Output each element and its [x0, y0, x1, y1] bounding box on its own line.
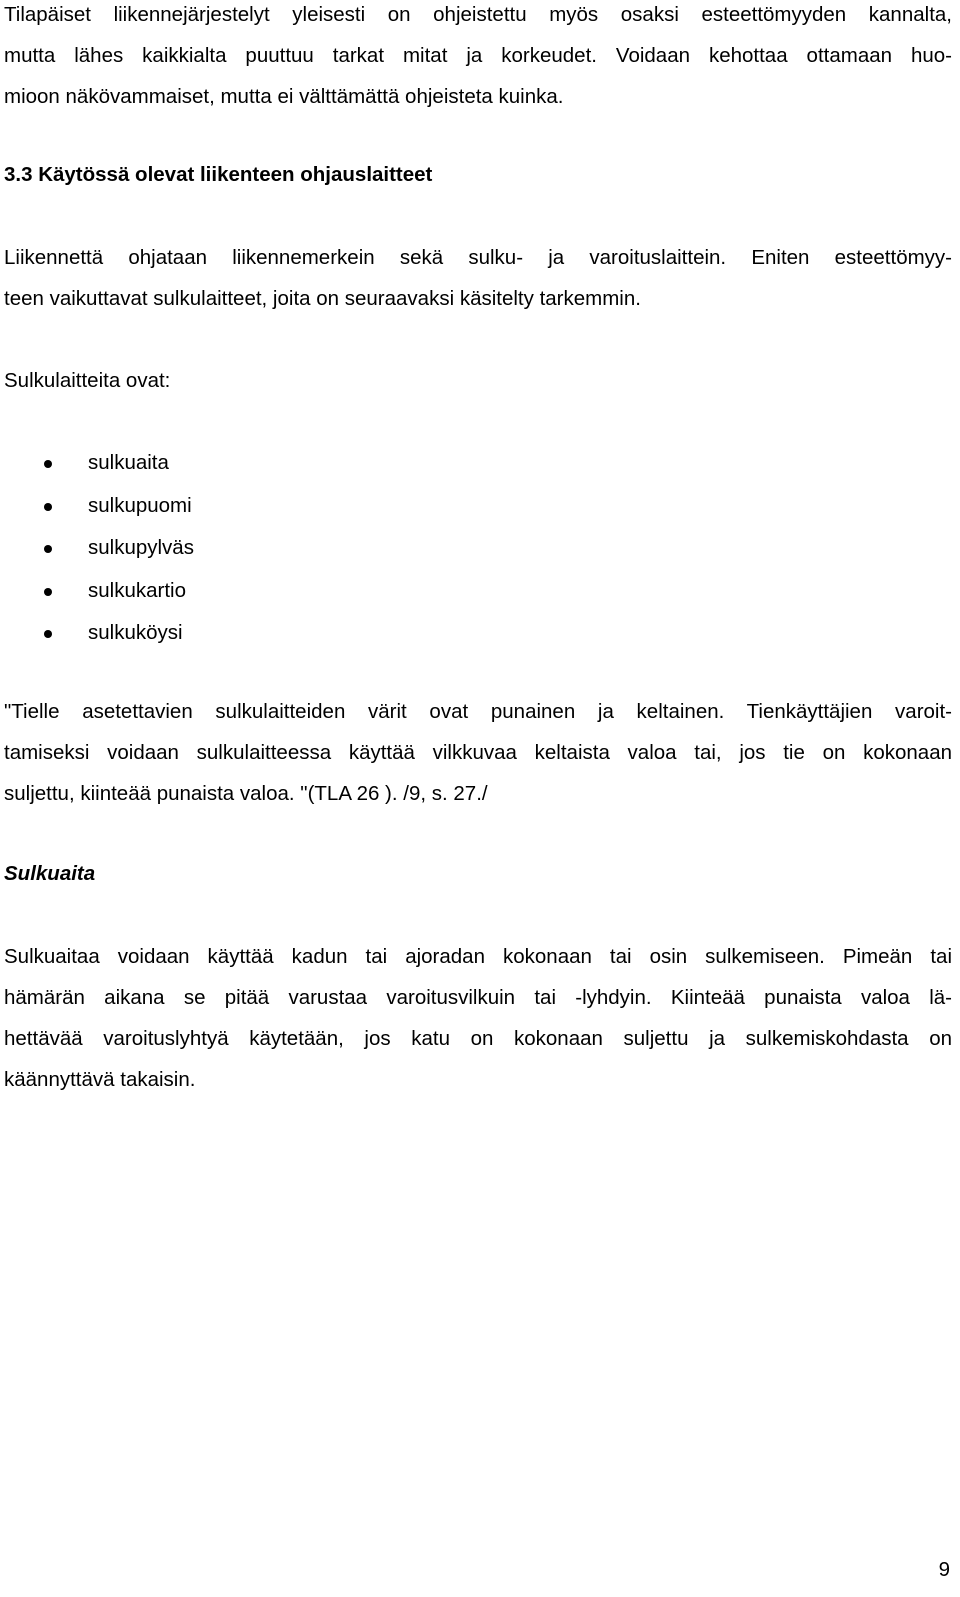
- paragraph-line: Sulkulaitteita ovat:: [4, 369, 171, 392]
- paragraph-line: hämärän aikana se pitää varustaa varoitusvilkuin tai -lyhdyin. Kiinteää punaista valoa lä-: [4, 986, 952, 1009]
- list-intro: [4, 360, 952, 401]
- intro-paragraph: [4, 0, 952, 117]
- list-item: [0, 442, 194, 485]
- paragraph-line: Tilapäiset liikennejärjestelyt yleisesti on ohjeistettu myös osaksi esteettömyyden kannalta,: [4, 3, 952, 26]
- section-heading: 3.3 Käytössä olevat liikenteen ohjauslaitteet: [4, 163, 433, 186]
- list-item-label: sulkuaita: [88, 451, 169, 474]
- paragraph-line: suljettu, kiinteää punaista valoa. "(TLA 26 ). /9, s. 27./: [4, 782, 488, 805]
- bullet-icon: [44, 545, 52, 553]
- list-item: [0, 485, 194, 528]
- paragraph-line: tamiseksi voidaan sulkulaitteessa käyttää vilkkuvaa keltaista valoa tai, jos tie on kokonaan: [4, 741, 952, 764]
- barrier-device-list: [0, 442, 194, 655]
- list-item-label: sulkupuomi: [88, 493, 192, 517]
- bullet-icon: [44, 460, 52, 468]
- bullet-icon: [44, 503, 52, 511]
- paragraph-line: hettävää varoituslyhtyä käytetään, jos katu on kokonaan suljettu ja sulkemiskohdasta on: [4, 1027, 952, 1050]
- quote-paragraph: [4, 691, 952, 814]
- list-item-label: sulkuköysi: [88, 621, 183, 644]
- list-item: [0, 570, 194, 613]
- paragraph-line: "Tielle asetettavien sulkulaitteiden värit ovat punainen ja keltainen. Tienkäyttäjien varoit-: [4, 700, 952, 723]
- paragraph-line: mioon näkövammaiset, mutta ei välttämättä ohjeisteta kuinka.: [4, 85, 564, 108]
- paragraph-line: Sulkuaitaa voidaan käyttää kadun tai ajoradan kokonaan tai osin sulkemiseen. Pimeän tai: [4, 945, 952, 968]
- page-number: 9: [938, 1558, 950, 1581]
- control-devices-paragraph: [4, 237, 952, 319]
- bullet-icon: [44, 630, 52, 638]
- bullet-icon: [44, 588, 52, 596]
- list-item-label: sulkukartio: [88, 578, 186, 602]
- subheading: Sulkuaita: [4, 862, 96, 885]
- paragraph-line: käännyttävä takaisin.: [4, 1068, 196, 1091]
- list-item: [0, 612, 194, 655]
- paragraph-line: teen vaikuttavat sulkulaitteet, joita on seuraavaksi käsitelty tarkemmin.: [4, 287, 641, 310]
- barrier-paragraph: [4, 936, 952, 1100]
- paragraph-line: mutta lähes kaikkialta puuttuu tarkat mitat ja korkeudet. Voidaan kehottaa ottamaan huo-: [4, 44, 952, 67]
- list-item-label: sulkupylväs: [88, 536, 194, 559]
- list-item: [0, 527, 194, 570]
- paragraph-line: Liikennettä ohjataan liikennemerkein sekä sulku- ja varoituslaittein. Eniten esteettömyy-: [4, 246, 952, 269]
